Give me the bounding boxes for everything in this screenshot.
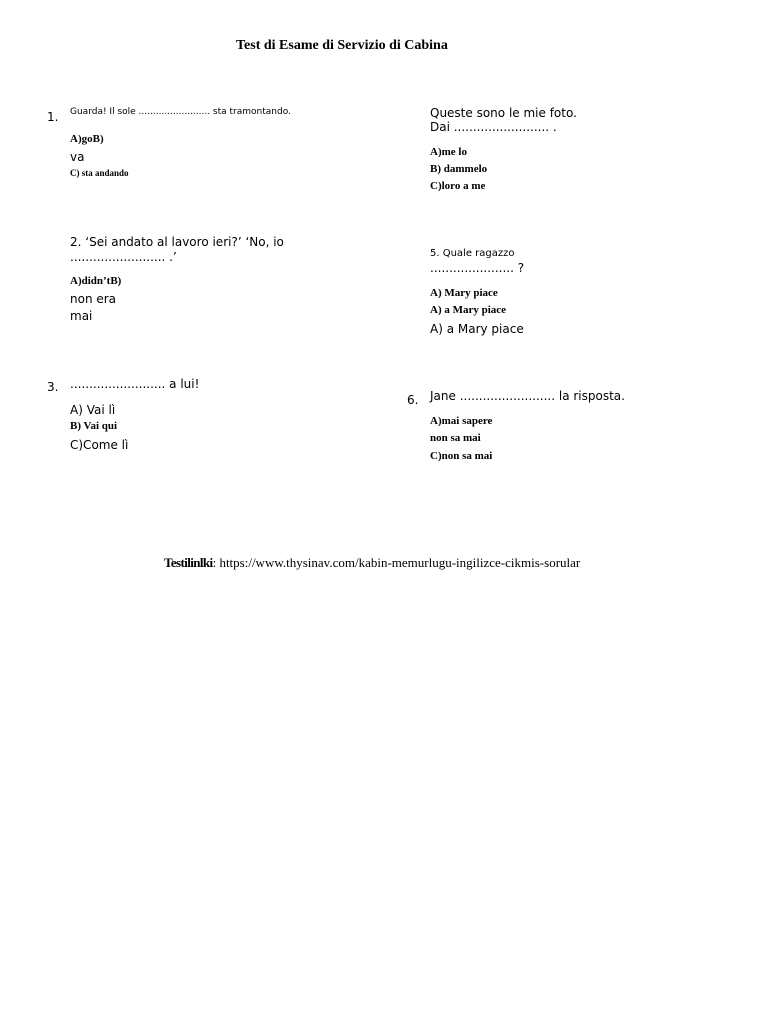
question-text: 2. ‘Sei andato al lavoro ieri?’ ‘No, io	[70, 235, 284, 249]
option-c: mai	[70, 309, 93, 323]
option-a: A)mai sapere	[430, 415, 493, 427]
option-b: B) Vai qui	[70, 420, 118, 432]
option-c: C) sta andando	[70, 168, 129, 178]
question-text: Jane ......................... la risposta.	[430, 389, 625, 403]
option-a: A)didn’tB)	[70, 275, 122, 287]
question-number: 3.	[47, 380, 59, 394]
question-blank: ...................... ?	[430, 261, 525, 275]
question-number: 6.	[407, 393, 419, 407]
page-title: Test di Esame di Servizio di Cabina	[236, 38, 448, 53]
option-a: A)me lo	[430, 146, 467, 158]
question-text: ......................... a lui!	[70, 377, 200, 391]
option-a: A) Vai lì	[70, 403, 116, 417]
option-c: C)non sa mai	[430, 450, 493, 462]
question-number: 1.	[47, 110, 59, 124]
source-label: Testilinlki	[164, 555, 213, 570]
source-line	[164, 555, 580, 571]
question-blank: Dai ......................... .	[430, 120, 557, 134]
option-b: non era	[70, 292, 117, 306]
option-b: B) dammelo	[430, 163, 488, 175]
source-url[interactable]: https://www.thysinav.com/kabin-memurlugu-ingilizce-cikmis-sorular	[216, 555, 581, 570]
question-blank: ......................... .’	[70, 250, 177, 264]
question-text: Queste sono le mie foto.	[430, 106, 577, 120]
option-a: A) Mary piace	[430, 287, 498, 299]
option-a: A)goB)	[70, 133, 104, 145]
option-c: C)Come lì	[70, 438, 129, 452]
option-b: A) a Mary piace	[430, 304, 507, 316]
option-b: va	[70, 150, 85, 164]
option-b: non sa mai	[430, 432, 481, 444]
source-separator: :	[212, 555, 217, 570]
question-text: 5. Quale ragazzo	[430, 248, 515, 259]
option-c: A) a Mary piace	[430, 322, 524, 336]
option-c: C)loro a me	[430, 180, 486, 192]
question-text: Guarda! Il sole ......................... sta tramontando.	[70, 107, 291, 117]
